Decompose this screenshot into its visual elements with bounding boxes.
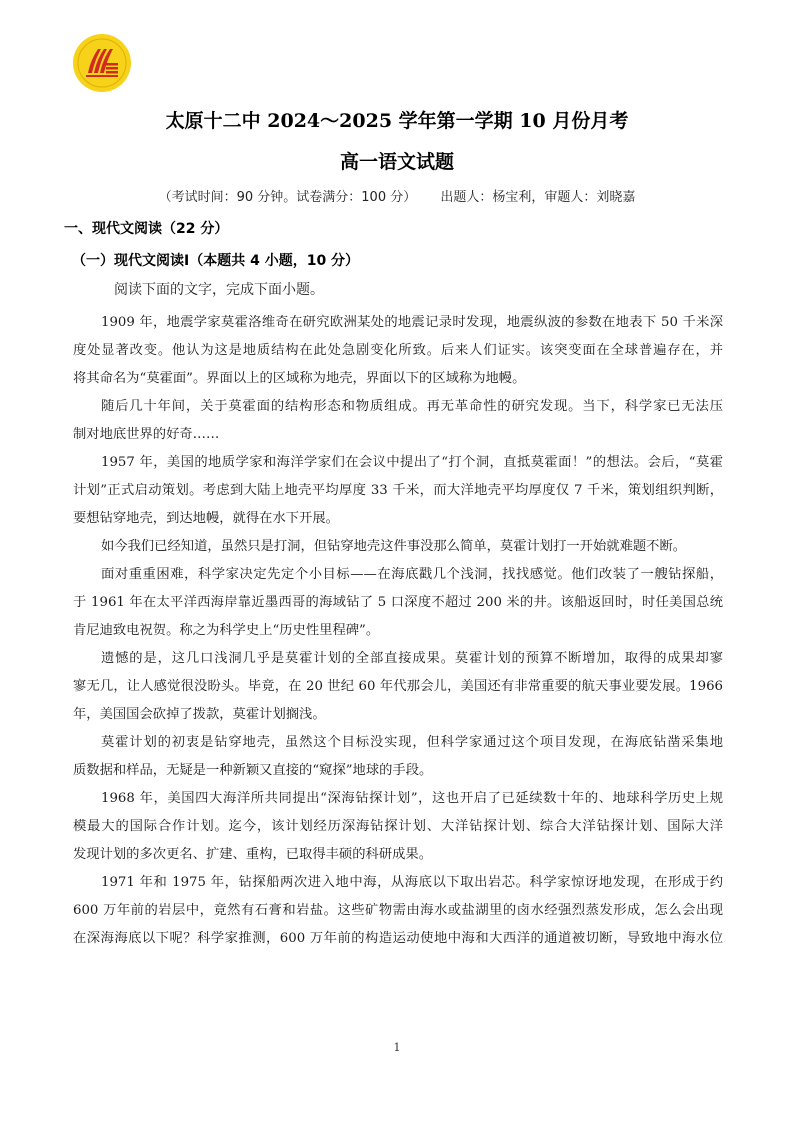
exam-info — [0, 186, 794, 205]
passage-line: 如今我们已经知道，虽然只是打洞，但钻穿地壳这件事没那么简单，莫霍计划打一开始就难题不断。 — [101, 539, 687, 554]
passage-line: 模最大的国际合作计划。迄今，该计划经历深海钻探计划、大洋钻探计划、综合大洋钻探计划、国际大洋 — [73, 819, 723, 834]
reading-passage — [73, 309, 723, 953]
passage-line: 计划”正式启动策划。考虑到大陆上地壳平均厚度 33 千米，而大洋地壳平均厚度仅 7 千米，策划组织判断， — [73, 483, 723, 498]
passage-line: 1968 年，美国四大海洋所共同提出“深海钻探计划”，这也开启了已延续数十年的、地球科学历史上规 — [101, 791, 723, 806]
passage-line: 要想钻穿地壳，到达地幔，就得在水下开展。 — [73, 511, 339, 526]
passage-line: 1909 年，地震学家莫霍洛维奇在研究欧洲某处的地震记录时发现，地震纵波的参数在地表下 50 千米深 — [101, 315, 723, 330]
passage-line: 面对重重困难，科学家决定先定个小目标——在海底戳几个浅洞，找找感觉。他们改装了一艘钻探船， — [101, 567, 723, 582]
exam-authors: 出题人：杨宝利，审题人：刘晓嘉 — [440, 190, 636, 205]
passage-line: 制对地底世界的好奇…… — [73, 427, 220, 442]
page-number: 1 — [393, 1041, 401, 1054]
passage-line: 遗憾的是，这几口浅洞几乎是莫霍计划的全部直接成果。莫霍计划的预算不断增加，取得的成果却寥 — [101, 651, 723, 666]
section-heading: 一、现代文阅读（22 分） — [64, 221, 229, 237]
passage-line: 将其命名为“莫霍面”。界面以上的区域称为地壳，界面以下的区域称为地幔。 — [73, 371, 526, 386]
passage-line: 在深海海底以下呢？科学家推测，600 万年前的构造运动使地中海和大西洋的通道被切断，导致地中海水位 — [73, 931, 723, 946]
passage-line: 于 1961 年在太平洋西海岸靠近墨西哥的海域钻了 5 口深度不超过 200 米的井。该船返回时，时任美国总统 — [73, 595, 723, 610]
exam-duration-score: （考试时间：90 分钟。试卷满分：100 分） — [158, 190, 417, 205]
passage-line: 发现计划的多次更名、扩建、重构，已取得丰硕的科研成果。 — [73, 847, 433, 862]
passage-line: 莫霍计划的初衷是钻穿地壳，虽然这个目标没实现，但科学家通过这个项目发现，在海底钻凿采集地 — [101, 735, 723, 750]
exam-subtitle: 高一语文试题 — [339, 151, 454, 173]
passage-line: 肯尼迪致电祝贺。称之为科学史上“历史性里程碑”。 — [73, 623, 380, 638]
passage-line: 质数据和样品，无疑是一种新颖又直接的“窥探”地球的手段。 — [73, 763, 433, 778]
subsection-heading: （一）现代文阅读Ⅰ（本题共 4 小题，10 分） — [72, 253, 360, 269]
passage-line: 度处显著改变。他认为这是地质结构在此处急剧变化所致。后来人们证实。该突变面在全球普遍存在，并 — [73, 343, 723, 358]
passage-line: 1957 年，美国的地质学家和海洋学家们在会议中提出了“打个洞，直抵莫霍面！”的想法。会后，“莫霍 — [101, 455, 723, 470]
passage-line: 600 万年前的岩层中，竟然有石膏和岩盐。这些矿物需由海水或盐湖里的卤水经强烈蒸发形成，怎么会出现 — [73, 903, 723, 918]
passage-line: 1971 年和 1975 年，钻探船两次进入地中海，从海底以下取出岩芯。科学家惊讶地发现，在形成于约 — [101, 875, 723, 890]
exam-title: 太原十二中 2024～2025 学年第一学期 10 月份月考 — [165, 110, 629, 132]
passage-line: 随后几十年间，关于莫霍面的结构形态和物质组成。再无革命性的研究发现。当下，科学家已无法压 — [101, 399, 723, 414]
passage-line: 寥无几，让人感觉很没盼头。毕竟，在 20 世纪 60 年代那会儿，美国还有非常重要的航天事业要发展。1966 — [73, 679, 723, 694]
school-logo — [72, 33, 132, 93]
passage-line: 年，美国国会砍掉了拨款，莫霍计划搁浅。 — [73, 707, 326, 722]
reading-instruction: 阅读下面的文字，完成下面小题。 — [114, 282, 324, 298]
